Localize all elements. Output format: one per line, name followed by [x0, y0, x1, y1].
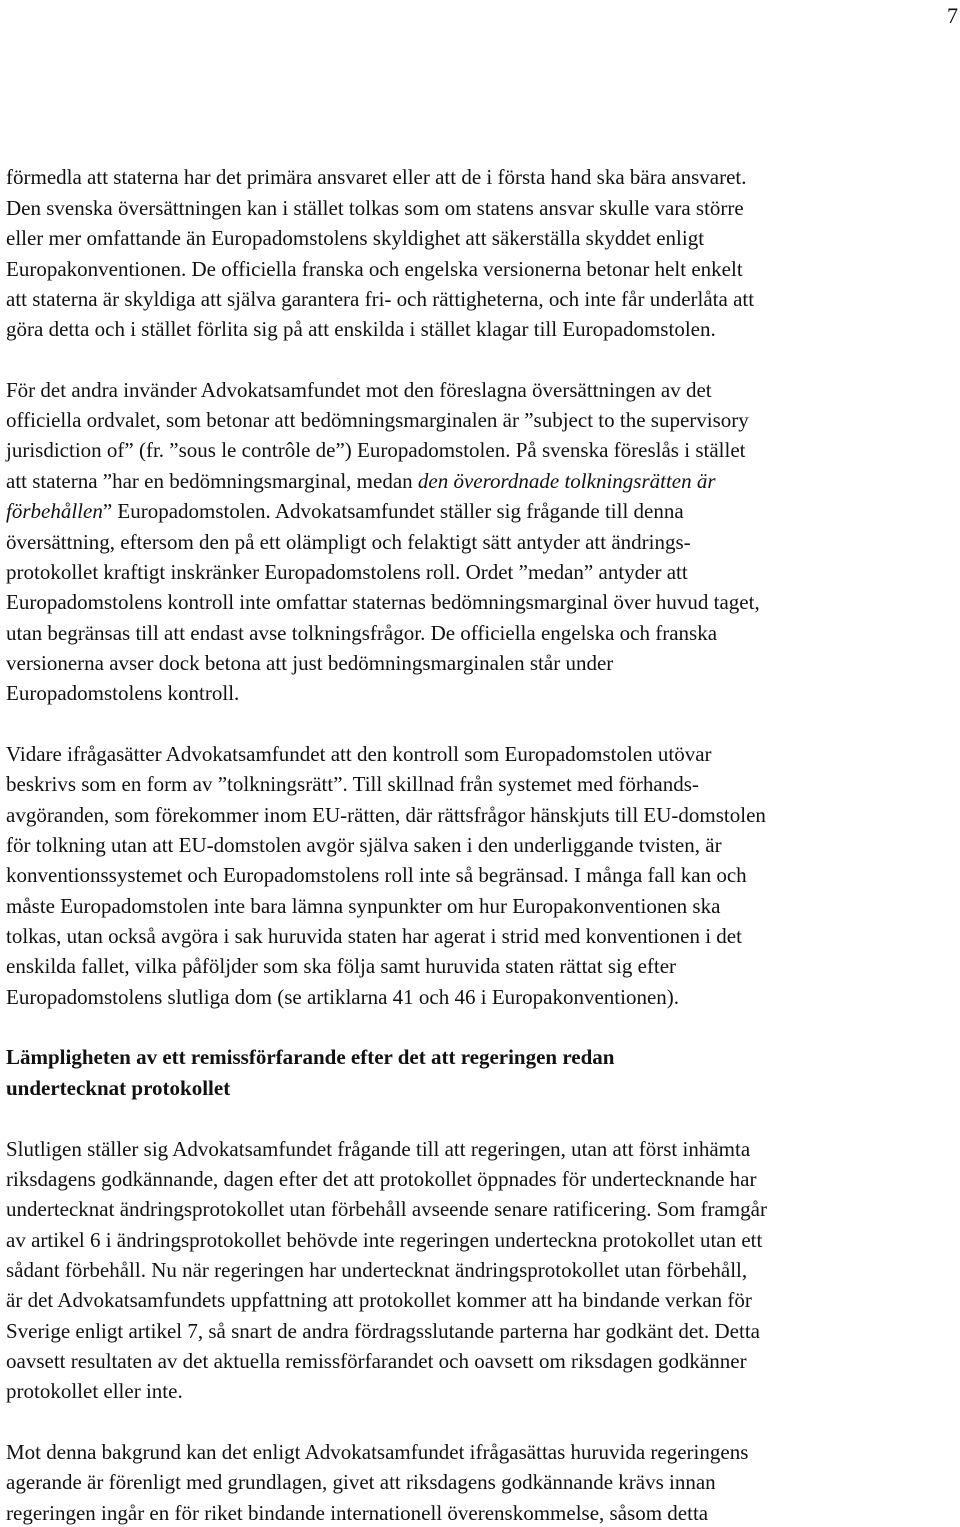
page-number: 7 — [947, 3, 958, 28]
text-line: tolkas, utan också avgöra i sak huruvida staten har agerat i strid med konventionen i det — [6, 924, 742, 948]
text-line: jurisdiction of” (fr. ”sous le contrôle de”) Europadomstolen. På svenska föreslås i stället — [6, 438, 746, 462]
text-line: versionerna avser dock betona att just bedömningsmarginalen står under — [6, 651, 614, 675]
text-line: att staterna är skyldiga att själva garantera fri- och rättigheterna, och inte får underlåta att — [6, 287, 755, 311]
heading-line: undertecknat protokollet — [6, 1076, 231, 1100]
text-line: beskrivs som en form av ”tolkningsrätt”. Till skillnad från systemet med förhands- — [6, 772, 699, 796]
italic-text: den överordnade tolkningsrätten är — [417, 469, 716, 493]
heading-line: Lämpligheten av ett remissförfarande efter det att regeringen redan — [6, 1045, 615, 1069]
text-line: undertecknat ändringsprotokollet utan förbehåll avseende senare ratificering. Som framgår — [6, 1197, 767, 1221]
text-line: översättning, eftersom den på ett olämpligt och felaktigt sätt antyder att ändrings- — [6, 530, 691, 554]
text-line: regeringen ingår en för riket bindande internationell överenskommelse, såsom detta — [6, 1501, 709, 1525]
text-line: Mot denna bakgrund kan det enligt Advokatsamfundet ifrågasättas huruvida regeringens — [6, 1440, 749, 1464]
text-line: Europadomstolens kontroll. — [6, 681, 240, 705]
text-segment: ” Europadomstolen. Advokatsamfundet ställer sig frågande till denna — [102, 499, 684, 523]
text-line: förmedla att staterna har det primära ansvaret eller att de i första hand ska bära ansvaret. — [6, 165, 747, 189]
text-line: Europakonventionen. De officiella franska och engelska versionerna betonar helt enkelt — [6, 257, 743, 281]
text-line — [6, 468, 716, 494]
text-line — [6, 498, 684, 524]
text-line: officiella ordvalet, som betonar att bedömningsmarginalen är ”subject to the supervisory — [6, 408, 749, 432]
text-segment: att staterna ”har en bedömningsmarginal, medan — [6, 469, 418, 493]
text-line: Europadomstolens kontroll inte omfattar staternas bedömningsmarginal över huvud taget, — [6, 590, 760, 614]
text-line: Sverige enligt artikel 7, så snart de andra fördragsslutande parterna har godkänt det. Detta — [6, 1319, 760, 1343]
text-line: Slutligen ställer sig Advokatsamfundet frågande till att regeringen, utan att först inhämta — [6, 1137, 751, 1161]
text-line: riksdagens godkännande, dagen efter det att protokollet öppnades för undertecknande har — [6, 1167, 757, 1191]
text-line: av artikel 6 i ändringsprotokollet behövde inte regeringen underteckna protokollet utan ett — [6, 1228, 763, 1252]
text-line: avgöranden, som förekommer inom EU-rätten, där rättsfrågor hänskjuts till EU-domstolen — [6, 803, 766, 827]
text-line: eller mer omfattande än Europadomstolens skyldighet att säkerställa skyddet enligt — [6, 226, 705, 250]
text-line: protokollet eller inte. — [6, 1379, 183, 1403]
text-line: Europadomstolens slutliga dom (se artiklarna 41 och 46 i Europakonventionen). — [6, 985, 680, 1009]
text-line: utan begränsas till att endast avse tolkningsfrågor. De officiella engelska och franska — [6, 621, 718, 645]
italic-text: förbehållen — [6, 499, 103, 523]
text-line: oavsett resultaten av det aktuella remissförfarandet och oavsett om riksdagen godkänner — [6, 1349, 747, 1373]
text-line: göra detta och i stället förlita sig på att enskilda i stället klagar till Europadomstolen. — [6, 317, 716, 341]
text-line: För det andra invänder Advokatsamfundet mot den föreslagna översättningen av det — [6, 378, 712, 402]
text-line: Vidare ifrågasätter Advokatsamfundet att den kontroll som Europadomstolen utövar — [6, 742, 712, 766]
text-line: konventionssystemet och Europadomstolens roll inte så begränsad. I många fall kan och — [6, 863, 747, 887]
text-line: agerande är förenligt med grundlagen, givet att riksdagens godkännande krävs innan — [6, 1470, 716, 1494]
text-line: måste Europadomstolen inte bara lämna synpunkter om hur Europakonventionen ska — [6, 894, 721, 918]
text-line: enskilda fallet, vilka påföljder som ska följa samt huruvida staten rättat sig efter — [6, 954, 677, 978]
text-line: för tolkning utan att EU-domstolen avgör själva saken i den underliggande tvisten, är — [6, 833, 722, 857]
text-line: protokollet kraftigt inskränker Europadomstolens roll. Ordet ”medan” antyder att — [6, 560, 688, 584]
text-line: sådant förbehåll. Nu när regeringen har undertecknat ändringsprotokollet utan förbehåll, — [6, 1258, 748, 1282]
text-line: Den svenska översättningen kan i stället tolkas som om statens ansvar skulle vara större — [6, 196, 744, 220]
text-line: är det Advokatsamfundets uppfattning att protokollet kommer att ha bindande verkan för — [6, 1288, 752, 1312]
